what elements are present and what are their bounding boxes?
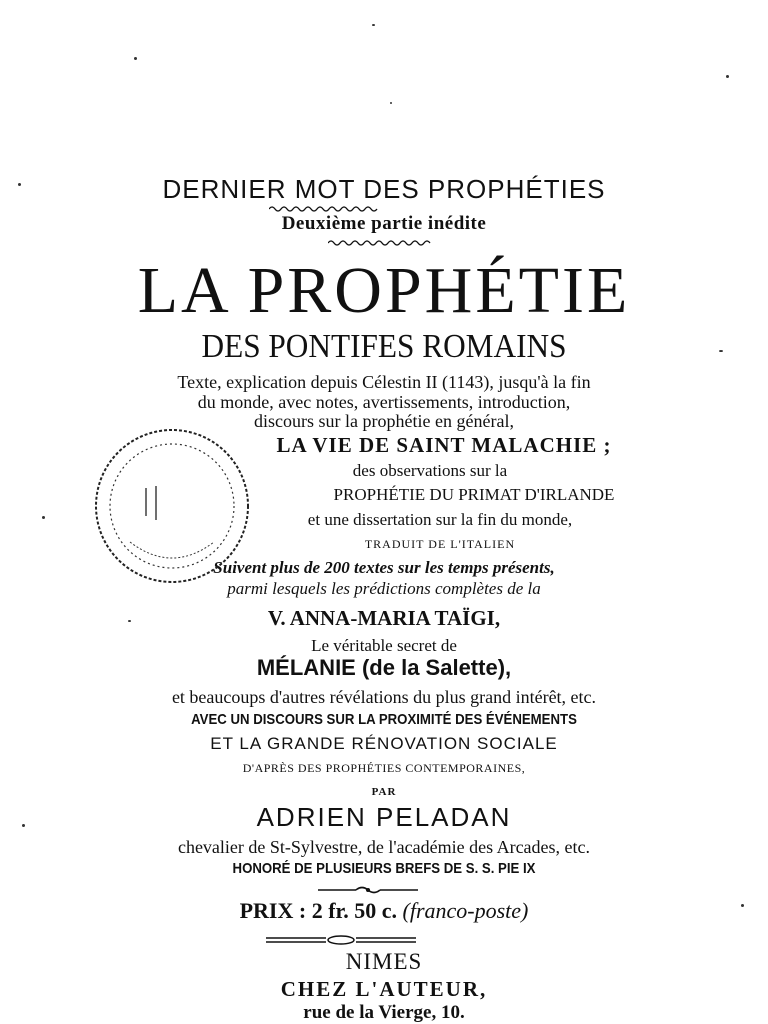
parmi-line: parmi lesquels les prédictions complètes de la — [227, 579, 541, 598]
description-line-1: Texte, explication depuis Célestin II (1143), jusqu'à la fin — [177, 372, 591, 392]
par-line: PAR — [371, 786, 397, 798]
price-note: (franco-poste) — [402, 898, 529, 923]
part-subtitle: Deuxième partie inédite — [281, 213, 487, 234]
speck — [372, 24, 375, 26]
price-line — [0, 900, 768, 922]
main-title: LA PROPHÉTIE — [137, 254, 631, 327]
second-title: DES PONTIFES ROMAINS — [201, 328, 567, 365]
renovation-line: ET LA GRANDE RÉNOVATION SOCIALE — [210, 734, 558, 753]
discours-line: AVEC UN DISCOURS SUR LA PROXIMITÉ DES ÉVÉNEMENTS — [191, 711, 577, 728]
speck — [134, 57, 137, 60]
apres-line: D'APRÈS DES PROPHÉTIES CONTEMPORAINES, — [242, 761, 526, 775]
speck — [128, 620, 131, 622]
melanie-line: MÉLANIE (de la Salette), — [256, 655, 512, 680]
price-label: PRIX : 2 fr. 50 c. — [239, 898, 398, 923]
description-line-2: du monde, avec notes, avertissements, introduction, — [197, 392, 571, 412]
anna-maria-line: V. ANNA-MARIA TAÏGI, — [267, 606, 501, 630]
speck — [719, 350, 723, 352]
speck — [18, 183, 21, 186]
publisher-line: CHEZ L'AUTEUR, — [280, 977, 488, 1001]
speck — [390, 102, 392, 104]
vie-malachie: LA VIE DE SAINT MALACHIE ; — [276, 433, 612, 457]
library-stamp — [90, 424, 254, 588]
author-name: ADRIEN PELADAN — [256, 802, 512, 832]
revelations-line: et beaucoups d'autres révélations du plus grand intérêt, etc. — [171, 687, 597, 707]
speck — [741, 904, 744, 907]
honore-line: HONORÉ DE PLUSIEURS BREFS DE S. S. PIE IX — [232, 860, 536, 877]
observations-line: des observations sur la — [352, 461, 508, 480]
dissertation-line: et une dissertation sur la fin du monde, — [307, 510, 573, 529]
series-title: DERNIER MOT DES PROPHÉTIES — [162, 174, 606, 204]
flourish-ornament — [318, 885, 418, 895]
textes-line: Suivent plus de 200 textes sur les temps présents, — [213, 558, 555, 577]
chevalier-line: chevalier de St-Sylvestre, de l'académie des Arcades, etc. — [177, 837, 591, 857]
speck — [22, 824, 25, 827]
speck — [42, 516, 45, 519]
traduit-line: TRADUIT DE L'ITALIEN — [364, 537, 516, 551]
double-rule-ornament — [266, 935, 416, 945]
address-line: rue de la Vierge, 10. — [303, 1002, 465, 1023]
city-line: NIMES — [345, 949, 423, 974]
primat-line: PROPHÉTIE DU PRIMAT D'IRLANDE — [333, 485, 615, 504]
wavy-rule-2 — [328, 239, 436, 247]
description-line-3: discours sur la prophétie en général, — [254, 411, 514, 431]
secret-line: Le véritable secret de — [311, 636, 457, 655]
speck — [726, 75, 729, 78]
wavy-rule-1 — [269, 205, 379, 213]
